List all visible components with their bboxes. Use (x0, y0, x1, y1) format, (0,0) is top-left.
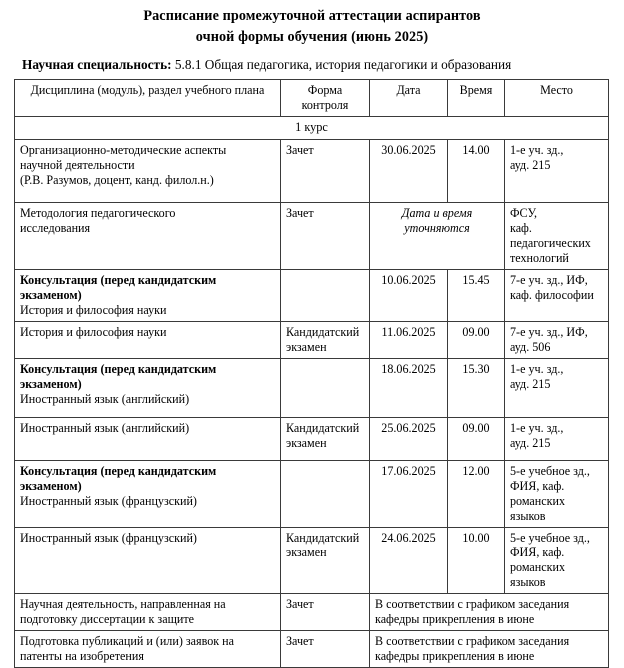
cell-form: Зачет (281, 594, 370, 631)
table-row (15, 417, 609, 460)
cell-place (505, 202, 609, 269)
page-title-line-1: Расписание промежуточной аттестации аспирантов (143, 8, 481, 24)
cell-form: Кандидатский экзамен (281, 417, 370, 460)
discipline-line: (Р.В. Разумов, доцент, канд. филол.н.) (20, 172, 214, 187)
discipline-line: Иностранный язык (английский) (20, 391, 190, 406)
column-header-discipline: Дисциплина (модуль), раздел учебного плана (15, 80, 281, 117)
discipline-line: исследования (20, 220, 91, 235)
cell-place (505, 321, 609, 358)
cell-schedule-note (370, 631, 609, 668)
cell-discipline (15, 269, 281, 321)
table-row (15, 269, 609, 321)
column-header-place: Место (505, 80, 609, 117)
discipline-line: Подготовка публикаций и (или) заявок на (20, 634, 234, 649)
cell-discipline (15, 417, 281, 460)
cell-date: 25.06.2025 (370, 417, 448, 460)
cell-datetime-note: Дата и время уточняются (370, 202, 505, 269)
place-line: 5-е учебное зд., (510, 530, 590, 545)
cell-schedule-note (370, 594, 609, 631)
table-row (15, 527, 609, 594)
discipline-line: Иностранный язык (английский) (20, 420, 190, 435)
place-line: 1-е уч. зд., (510, 420, 564, 435)
table-row (15, 139, 609, 202)
note-line: В соответствии с графиком заседания (375, 597, 570, 612)
cell-discipline (15, 460, 281, 527)
place-line: романских (510, 560, 566, 575)
cell-date: 24.06.2025 (370, 527, 448, 594)
discipline-bold-line: экзаменом) (20, 478, 82, 493)
cell-discipline (15, 202, 281, 269)
schedule-table (14, 79, 609, 668)
cell-discipline (15, 139, 281, 202)
discipline-line: подготовку диссертации к защите (20, 612, 195, 627)
cell-place (505, 460, 609, 527)
cell-form: Зачет (281, 202, 370, 269)
table-header-row (15, 80, 609, 117)
place-line: 7-е уч. зд., ИФ, (510, 324, 588, 339)
column-header-time: Время (448, 80, 505, 117)
cell-time: 09.00 (448, 417, 505, 460)
place-line: ФСУ, (510, 205, 538, 220)
discipline-line: Иностранный язык (французский) (20, 493, 197, 508)
discipline-line: Иностранный язык (французский) (20, 530, 197, 545)
discipline-bold-line: Консультация (перед кандидатским (20, 361, 217, 376)
course-banner-row (15, 117, 609, 139)
table-header (15, 80, 609, 117)
place-line: ауд. 215 (510, 435, 551, 450)
discipline-line: История и философия науки (20, 324, 167, 339)
cell-time: 15.30 (448, 358, 505, 417)
cell-date: 11.06.2025 (370, 321, 448, 358)
cell-place (505, 269, 609, 321)
cell-time: 14.00 (448, 139, 505, 202)
note-line: кафедры прикрепления в июне (375, 649, 535, 664)
cell-form (281, 460, 370, 527)
cell-date: 18.06.2025 (370, 358, 448, 417)
cell-form: Зачет (281, 631, 370, 668)
cell-discipline (15, 527, 281, 594)
table-body (15, 117, 609, 668)
table-row (15, 358, 609, 417)
place-line: ФИЯ, каф. (510, 478, 565, 493)
discipline-bold-line: Консультация (перед кандидатским (20, 272, 217, 287)
table-row (15, 594, 609, 631)
place-line: 1-е уч. зд., (510, 142, 564, 157)
discipline-line: История и философия науки (20, 302, 167, 317)
page-title-line-2: очной формы обучения (июнь 2025) (195, 28, 429, 45)
cell-place (505, 527, 609, 594)
note-line: В соответствии с графиком заседания (375, 634, 570, 649)
cell-form: Кандидатский экзамен (281, 527, 370, 594)
cell-place (505, 358, 609, 417)
place-line: ФИЯ, каф. (510, 545, 565, 560)
table-row (15, 321, 609, 358)
discipline-line: Методология педагогического (20, 205, 176, 220)
discipline-line: Организационно-методические аспекты (20, 142, 227, 157)
place-line: 7-е уч. зд., ИФ, (510, 272, 588, 287)
specialty-value: 5.8.1 Общая педагогика, история педагогики и образования (174, 57, 512, 73)
cell-form: Кандидатский экзамен (281, 321, 370, 358)
table-row (15, 631, 609, 668)
column-header-form: Форма контроля (281, 80, 370, 117)
place-line: ауд. 506 (510, 339, 551, 354)
cell-place (505, 139, 609, 202)
cell-date: 17.06.2025 (370, 460, 448, 527)
place-line: языков (510, 575, 546, 590)
place-line: ауд. 215 (510, 157, 551, 172)
note-line: кафедры прикрепления в июне (375, 612, 535, 627)
discipline-line: научной деятельности (20, 157, 135, 172)
table-row (15, 202, 609, 269)
cell-discipline (15, 631, 281, 668)
place-line: языков (510, 508, 546, 523)
column-header-date: Дата (370, 80, 448, 117)
place-line: романских (510, 493, 566, 508)
discipline-bold-line: экзаменом) (20, 287, 82, 302)
cell-time: 10.00 (448, 527, 505, 594)
cell-form: Зачет (281, 139, 370, 202)
cell-place (505, 417, 609, 460)
place-line: педагогических (510, 235, 591, 250)
cell-form (281, 358, 370, 417)
course-banner-label: 1 курс (15, 117, 609, 139)
place-line: технологий (510, 250, 569, 265)
page-title (0, 0, 624, 47)
discipline-bold-line: Консультация (перед кандидатским (20, 463, 217, 478)
cell-discipline (15, 594, 281, 631)
discipline-line: Научная деятельность, направленная на (20, 597, 226, 612)
cell-time: 12.00 (448, 460, 505, 527)
specialty-line (22, 56, 624, 73)
discipline-bold-line: экзаменом) (20, 376, 82, 391)
cell-discipline (15, 321, 281, 358)
cell-form (281, 269, 370, 321)
place-line: каф. (510, 220, 532, 235)
cell-discipline (15, 358, 281, 417)
specialty-label: Научная специальность: (22, 57, 172, 73)
place-line: ауд. 215 (510, 376, 551, 391)
discipline-line: патенты на изобретения (20, 649, 144, 664)
place-line: 1-е уч. зд., (510, 361, 564, 376)
table-row (15, 460, 609, 527)
cell-date: 10.06.2025 (370, 269, 448, 321)
cell-time: 09.00 (448, 321, 505, 358)
cell-date: 30.06.2025 (370, 139, 448, 202)
place-line: каф. философии (510, 287, 594, 302)
cell-time: 15.45 (448, 269, 505, 321)
place-line: 5-е учебное зд., (510, 463, 590, 478)
